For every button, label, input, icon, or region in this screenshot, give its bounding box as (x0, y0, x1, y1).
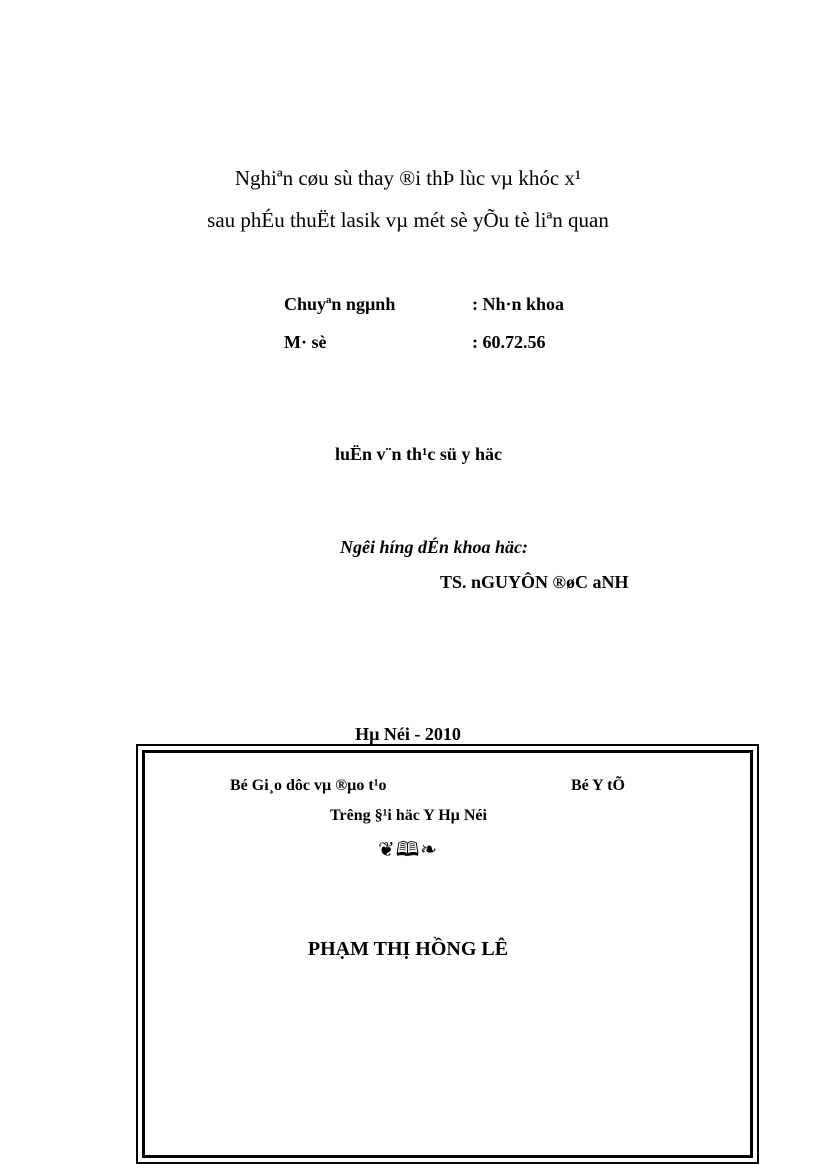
advisor-label: Ngêi híng dÉn khoa häc: (340, 537, 529, 557)
thesis-type: luËn v¨n th¹c sü y häc (335, 444, 502, 464)
ministry-health: Bé Y tÕ (571, 777, 625, 794)
author-name: PHẠM THỊ HỒNG LÊ (307, 938, 509, 960)
place-year: Hµ Néi - 2010 (355, 724, 461, 744)
advisor-name: TS. nGUYÔN ®øC aNH (440, 572, 629, 592)
ministry-education: Bé Gi¸o dôc vµ ®µo t¹o (230, 777, 387, 794)
university-name: Trêng §¹i häc Y Hµ Néi (330, 807, 487, 824)
book-ornament-icon: ❦🕮❧ (377, 839, 439, 861)
thesis-title-line-2: sau phÉu thuËt lasik vµ mét sè yÕu tè liªn quan (207, 208, 609, 232)
code-label: M· sè (284, 332, 327, 352)
specialty-value: : Nh·n khoa (472, 294, 565, 314)
code-value: : 60.72.56 (472, 332, 546, 352)
specialty-label: Chuyªn ngµnh (284, 294, 396, 314)
thesis-title-line-1: Nghiªn cøu sù thay ®i thÞ lùc vµ khóc x¹ (234, 166, 582, 190)
